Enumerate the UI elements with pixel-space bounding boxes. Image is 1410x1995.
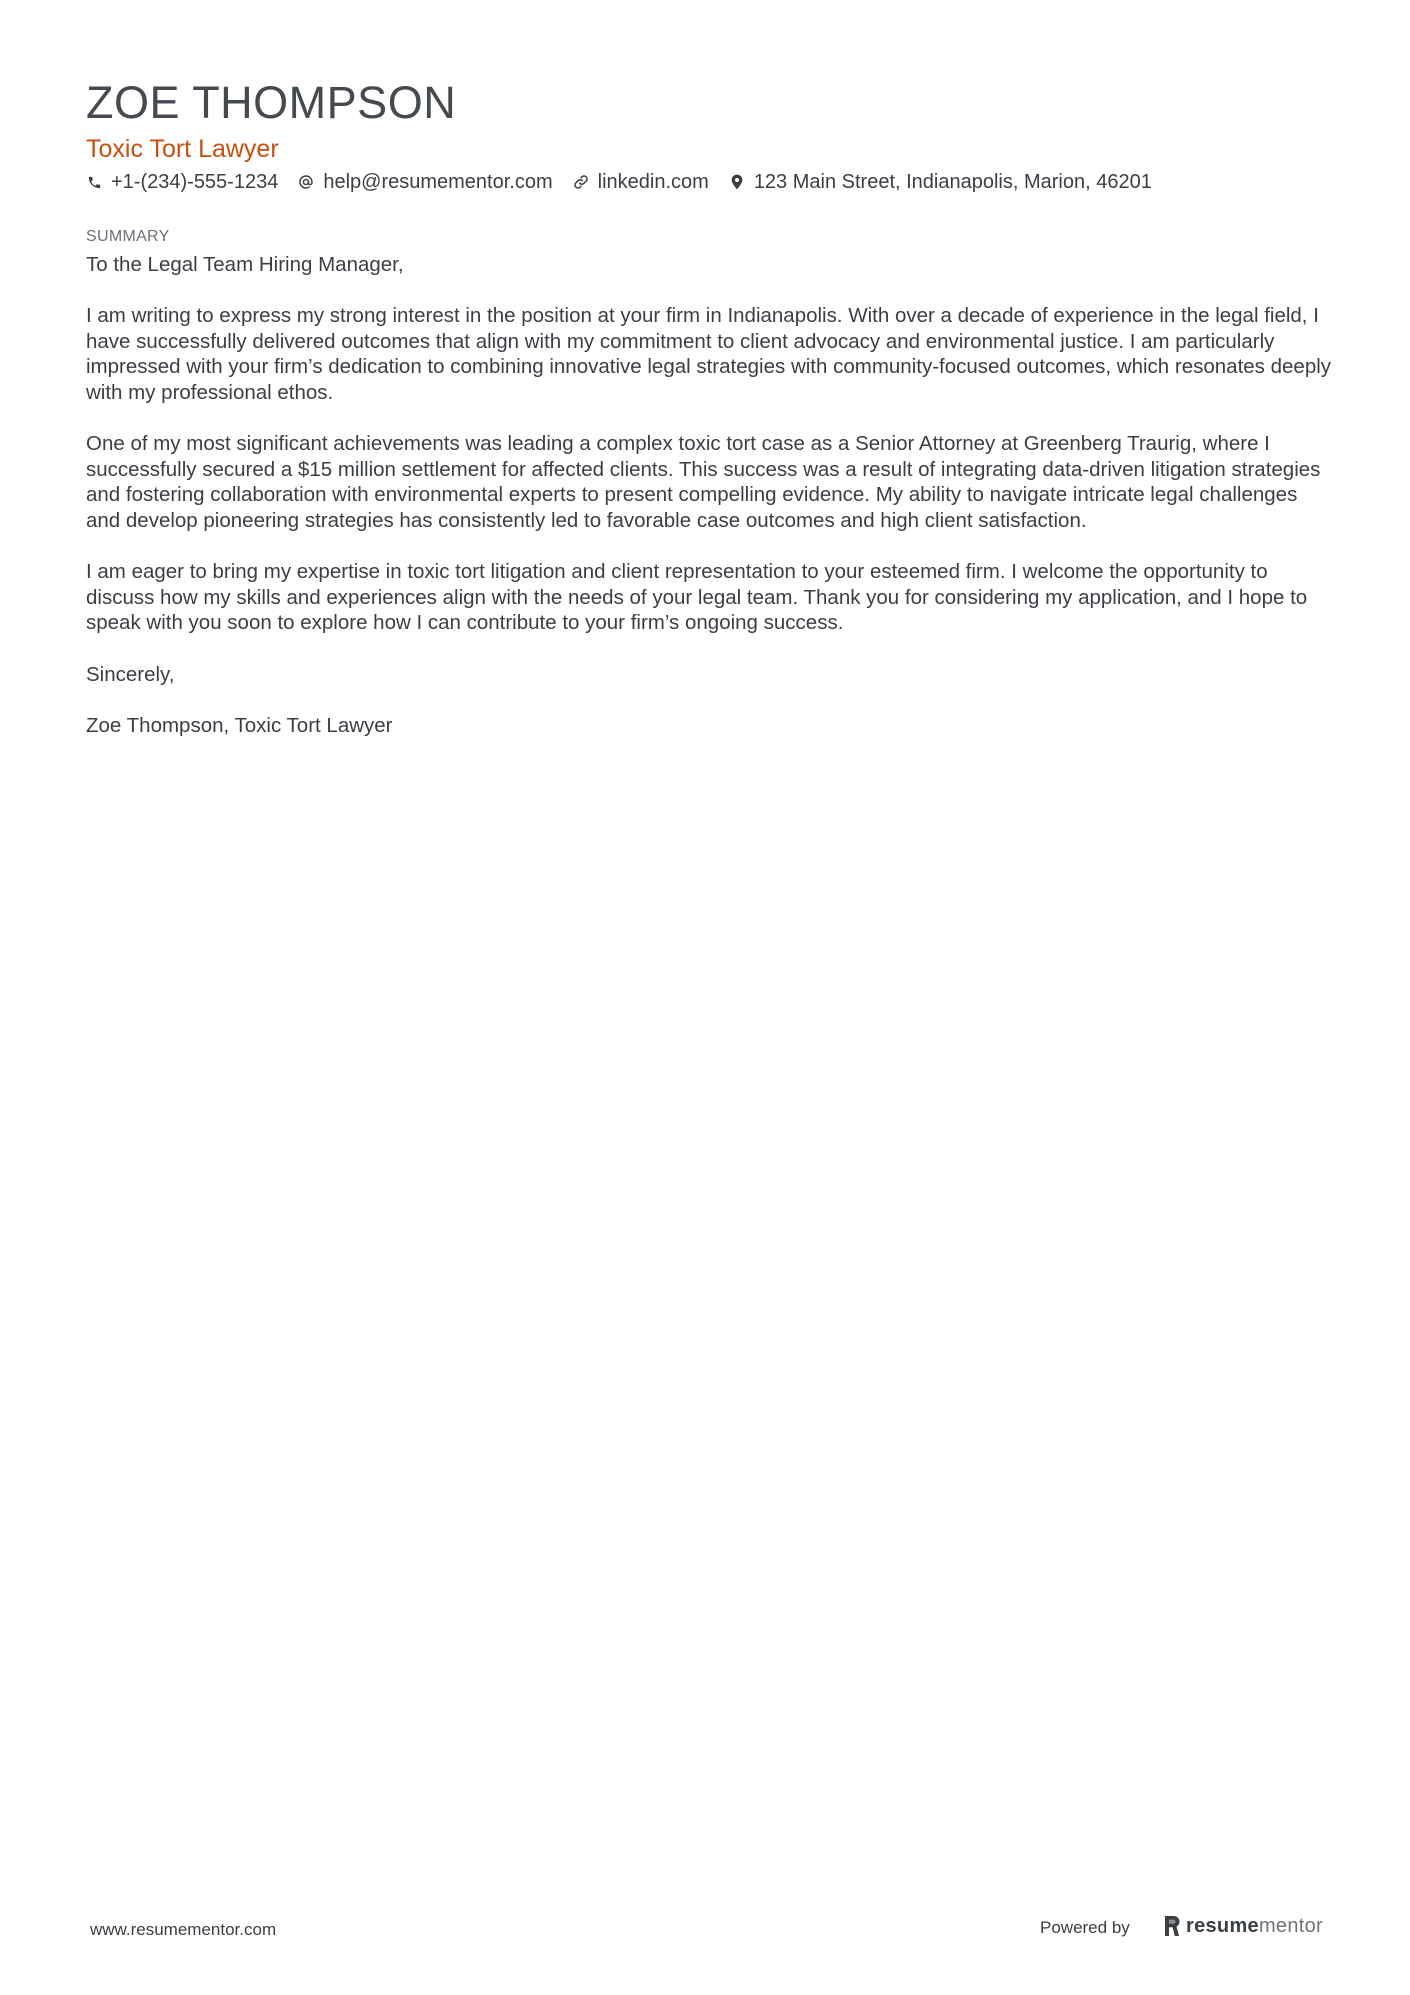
summary-heading: SUMMARY <box>86 228 170 245</box>
resumementor-logo-icon <box>1163 1915 1181 1937</box>
letter-paragraph: One of my most significant achievements was leading a complex toxic tort case as a Senior Attorney at Greenberg Traurig, where I successfully secured a $15 million settlement for affected clients. This success was a result of integrating data-driven litigation strategies and fostering collaboration with environmental experts to present compelling evidence. My ability to navigate intricate legal challenges and develop pioneering strategies has consistently led to favorable case outcomes and high client satisfaction. <box>86 432 1321 532</box>
address-text: 123 Main Street, Indianapolis, Marion, 46201 <box>753 171 1152 193</box>
email-text: help@resumementor.com <box>323 171 553 193</box>
cover-letter-page <box>86 76 1336 764</box>
letter-body <box>86 252 1336 738</box>
letter-closing: Sincerely, <box>86 662 175 686</box>
contact-bar <box>86 169 1336 195</box>
candidate-name: ZOE THOMPSON <box>86 77 457 128</box>
brand-logo[interactable] <box>1163 1913 1323 1939</box>
contact-phone[interactable] <box>86 169 278 195</box>
candidate-title: Toxic Tort Lawyer <box>86 135 279 163</box>
letter-signature: Zoe Thompson, Toxic Tort Lawyer <box>86 713 393 737</box>
phone-icon <box>86 174 102 190</box>
contact-email[interactable] <box>298 169 552 195</box>
letter-paragraph: I am eager to bring my expertise in toxic tort litigation and client representation to your esteemed firm. I welcome the opportunity to discuss how my skills and experiences align with the needs of your legal team. Thank you for considering my application, and I hope to speak with you soon to explore how I can contribute to your firm’s ongoing success. <box>86 560 1308 635</box>
contact-linkedin[interactable] <box>573 169 709 195</box>
contact-address <box>729 169 1152 195</box>
linkedin-text: linkedin.com <box>597 171 709 193</box>
footer-website-link[interactable]: www.resumementor.com <box>90 1920 277 1939</box>
link-icon <box>573 174 589 190</box>
letter-paragraph: I am writing to express my strong interest in the position at your firm in Indianapolis. With over a decade of experience in the legal field, I have successfully delivered outcomes that align with my commitment to client advocacy and environmental justice. I am particularly impressed with your firm’s dedication to combining innovative legal strategies with community-focused outcomes, which resonates deeply with my professional ethos. <box>86 304 1332 404</box>
brand-name-light: mentor <box>1258 1915 1323 1937</box>
powered-by-label: Powered by <box>1040 1918 1130 1937</box>
at-icon <box>298 174 314 190</box>
location-pin-icon <box>729 174 745 190</box>
brand-name-bold: resume <box>1186 1915 1259 1937</box>
phone-text: +1-(234)-555-1234 <box>111 171 279 193</box>
letter-greeting: To the Legal Team Hiring Manager, <box>86 253 404 276</box>
